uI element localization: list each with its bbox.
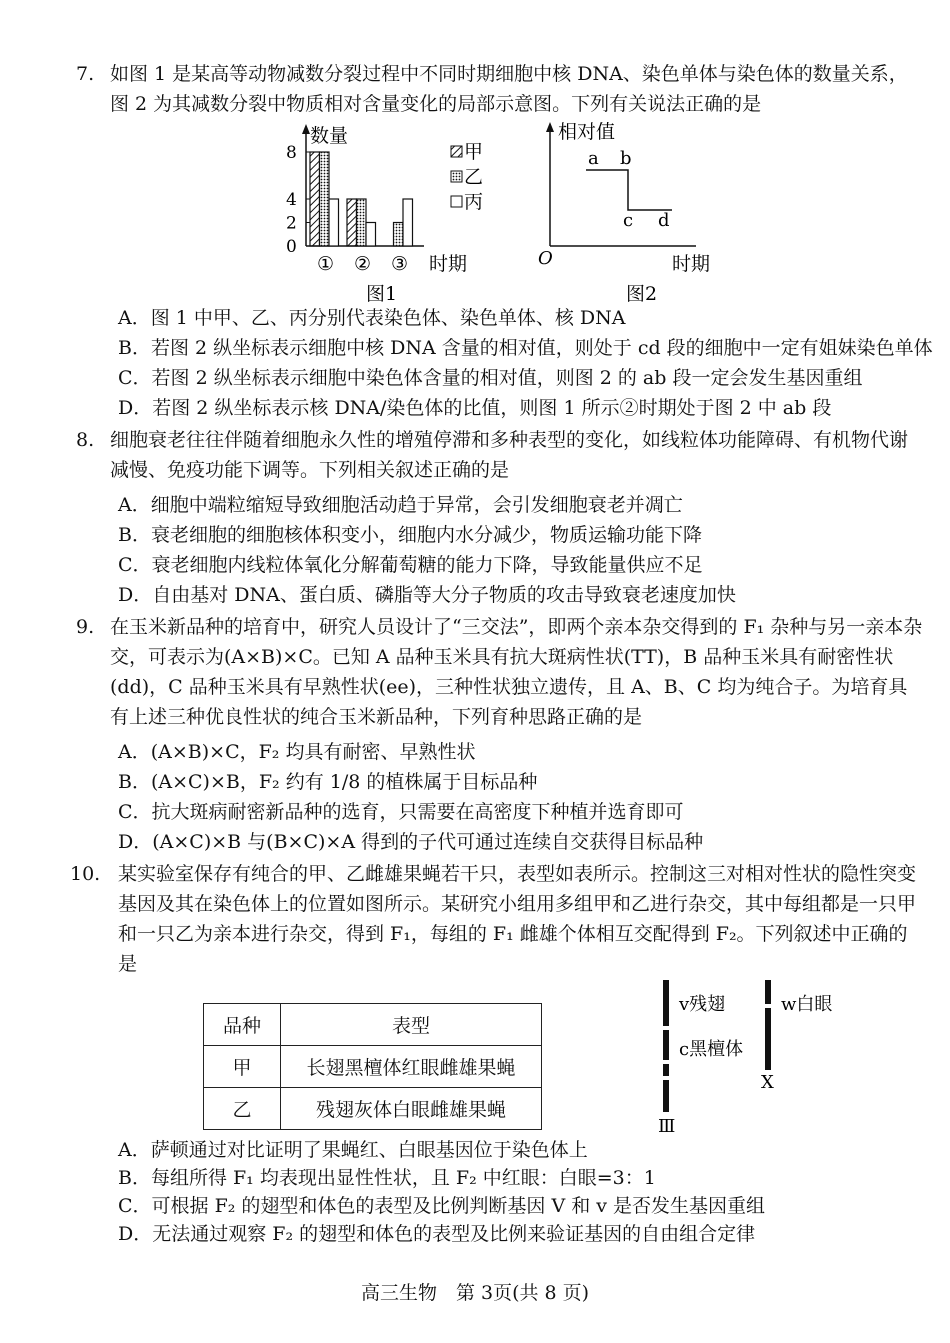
figure-2-ylabel: 相对值: [558, 121, 616, 143]
q9-option-d: D．(A×C)×B 与(B×C)×A 得到的子代可通过连续自交获得目标品种: [118, 831, 704, 853]
chromosome-diagram: [650, 978, 850, 1138]
chromosome-x: [765, 980, 771, 1070]
period-label-3: ③: [391, 253, 409, 275]
gene-label-c: c黑檀体: [679, 1039, 744, 1060]
origin-label: O: [538, 248, 553, 269]
figure-1-caption: 图1: [366, 283, 398, 305]
q8-option-b: B．衰老细胞的细胞核体积变小，细胞内水分减少，物质运输功能下降: [118, 524, 702, 546]
table-row: [204, 1046, 542, 1088]
page-footer: 高三生物 第 3页(共 8 页): [360, 1282, 590, 1304]
legend-label-bing: 丙: [464, 191, 484, 213]
table-header-row: [204, 1004, 542, 1046]
point-label-c: c: [623, 210, 634, 231]
figure-2-step-line: [586, 170, 672, 210]
phenotype-table: [203, 1003, 542, 1130]
question-8: [76, 425, 926, 485]
period-label-2: ②: [354, 253, 372, 275]
question-7: [76, 59, 926, 119]
period-label-1: ①: [317, 253, 335, 275]
chromosome-x-label: X: [761, 1072, 774, 1093]
figure-1-ylabel: 数量: [310, 125, 349, 147]
bar-乙-①: [320, 152, 330, 246]
table-cell: 残翅灰体白眼雌雄果蝇: [281, 1088, 542, 1130]
q8-option-c: C．衰老细胞内线粒体氧化分解葡萄糖的能力下降，导致能量供应不足: [118, 554, 703, 576]
q10-option-a: A．萨顿通过对比证明了果蝇红、白眼基因位于染色体上: [118, 1139, 588, 1161]
q9-option-a: A．(A×B)×C，F₂ 均具有耐密、早熟性状: [118, 741, 476, 763]
bar-丙-①: [329, 199, 339, 246]
question-9: [76, 612, 926, 732]
table-header-cell: 品种: [204, 1004, 281, 1046]
q7-option-a: A．图 1 中甲、乙、丙分别代表染色体、染色单体、核 DNA: [118, 307, 626, 329]
question-number: 9.: [76, 616, 95, 638]
y-tick-label: 0: [286, 237, 297, 257]
gene-label-v: v残翅: [679, 994, 726, 1015]
figure-1-xlabel: 时期: [429, 253, 468, 275]
question-number: 10.: [70, 863, 101, 885]
q10-option-b: B．每组所得 F₁ 均表现出显性性状，且 F₂ 中红眼：白眼=3：1: [118, 1167, 656, 1189]
legend-swatch-yi: [451, 171, 462, 182]
q9-option-b: B．(A×C)×B，F₂ 约有 1/8 的植株属于目标品种: [118, 771, 538, 793]
table-cell: 乙: [204, 1088, 281, 1130]
chromosome-iii: [663, 980, 669, 1112]
question-10: [70, 859, 926, 979]
question-stem: 如图 1 是某高等动物减数分裂过程中不同时期细胞中核 DNA、染色单体与染色体的数量关系，图 2 为其减数分裂中物质相对含量变化的局部示意图。下列有关说法正确的是: [110, 63, 908, 115]
bar-乙-③: [394, 223, 404, 247]
point-label-a: a: [588, 148, 599, 169]
bar-丙-②: [366, 223, 376, 247]
q8-option-a: A．细胞中端粒缩短导致细胞活动趋于异常，会引发细胞衰老并凋亡: [118, 494, 683, 516]
y-tick-label: 2: [286, 213, 297, 234]
figure-2-xlabel: 时期: [672, 253, 711, 275]
table-cell: 甲: [204, 1046, 281, 1088]
table-header-cell: 表型: [281, 1004, 542, 1046]
figure-1-chart: [284, 118, 484, 308]
bar-乙-②: [357, 199, 367, 246]
figure-2-caption: 图2: [626, 283, 658, 305]
point-label-d: d: [658, 210, 670, 231]
table-row: [204, 1088, 542, 1130]
legend-label-yi: 乙: [464, 166, 484, 188]
point-label-b: b: [620, 148, 632, 169]
q9-option-c: C．抗大斑病耐密新品种的选育，只需要在高密度下种植并选育即可: [118, 801, 684, 823]
q7-option-d: D．若图 2 纵坐标表示核 DNA/染色体的比值，则图 1 所示②时期处于图 2 中 ab 段: [118, 397, 832, 419]
gene-label-w: w白眼: [781, 994, 833, 1015]
table-cell: 长翅黑檀体红眼雌雄果蝇: [281, 1046, 542, 1088]
y-axis-arrow-icon: [546, 122, 554, 132]
bar-甲-②: [347, 199, 357, 246]
legend-swatch-bing: [451, 196, 462, 207]
q7-option-c: C．若图 2 纵坐标表示细胞中染色体含量的相对值，则图 2 的 ab 段一定会发生基因重组: [118, 367, 863, 389]
bar-甲-①: [310, 152, 320, 246]
chromosome-iii-label: Ⅲ: [658, 1116, 676, 1137]
y-tick-label: 4: [286, 190, 297, 210]
legend-swatch-jia: [451, 146, 462, 157]
question-stem: 在玉米新品种的培育中，研究人员设计了“三交法”，即两个亲本杂交得到的 F₁ 杂种与另一亲本杂交，可表示为(A×B)×C。已知 A 品种玉米具有抗大斑病性状(TT)，B 品种玉米具有耐密性状(dd)，C 品种玉米具有早熟性状(ee)，三种性状独立遗传，且 A、B、C 均为纯合子。为培育具有上述三种优良性状的纯合玉米新品种，下列育种思路正确的是: [110, 616, 923, 728]
q10-option-d: D．无法通过观察 F₂ 的翅型和体色的表型及比例来验证基因的自由组合定律: [118, 1223, 756, 1245]
figure-2-chart: [536, 118, 726, 308]
q10-option-c: C．可根据 F₂ 的翅型和体色的表型及比例判断基因 V 和 v 是否发生基因重组: [118, 1195, 766, 1217]
q8-option-d: D．自由基对 DNA、蛋白质、磷脂等大分子物质的攻击导致衰老速度加快: [118, 584, 736, 606]
question-number: 8.: [76, 429, 95, 451]
bar-丙-③: [403, 199, 413, 246]
question-stem: 某实验室保存有纯合的甲、乙雌雄果蝇若干只，表型如表所示。控制这三对相对性状的隐性突变基因及其在染色体上的位置如图所示。某研究小组用多组甲和乙进行杂交，其中每组都是一只甲和一只乙为亲本进行杂交，得到 F₁，每组的 F₁ 雌雄个体相互交配得到 F₂。下列叙述中正确的是: [118, 863, 917, 975]
y-tick-label: 8: [286, 143, 297, 163]
legend-label-jia: 甲: [464, 141, 484, 163]
question-number: 7.: [76, 63, 95, 85]
q7-option-b: B．若图 2 纵坐标表示细胞中核 DNA 含量的相对值，则处于 cd 段的细胞中一定有姐妹染色单体: [118, 337, 933, 359]
question-stem: 细胞衰老往往伴随着细胞永久性的增殖停滞和多种表型的变化，如线粒体功能障碍、有机物代谢减慢、免疫功能下调等。下列相关叙述正确的是: [110, 429, 909, 481]
